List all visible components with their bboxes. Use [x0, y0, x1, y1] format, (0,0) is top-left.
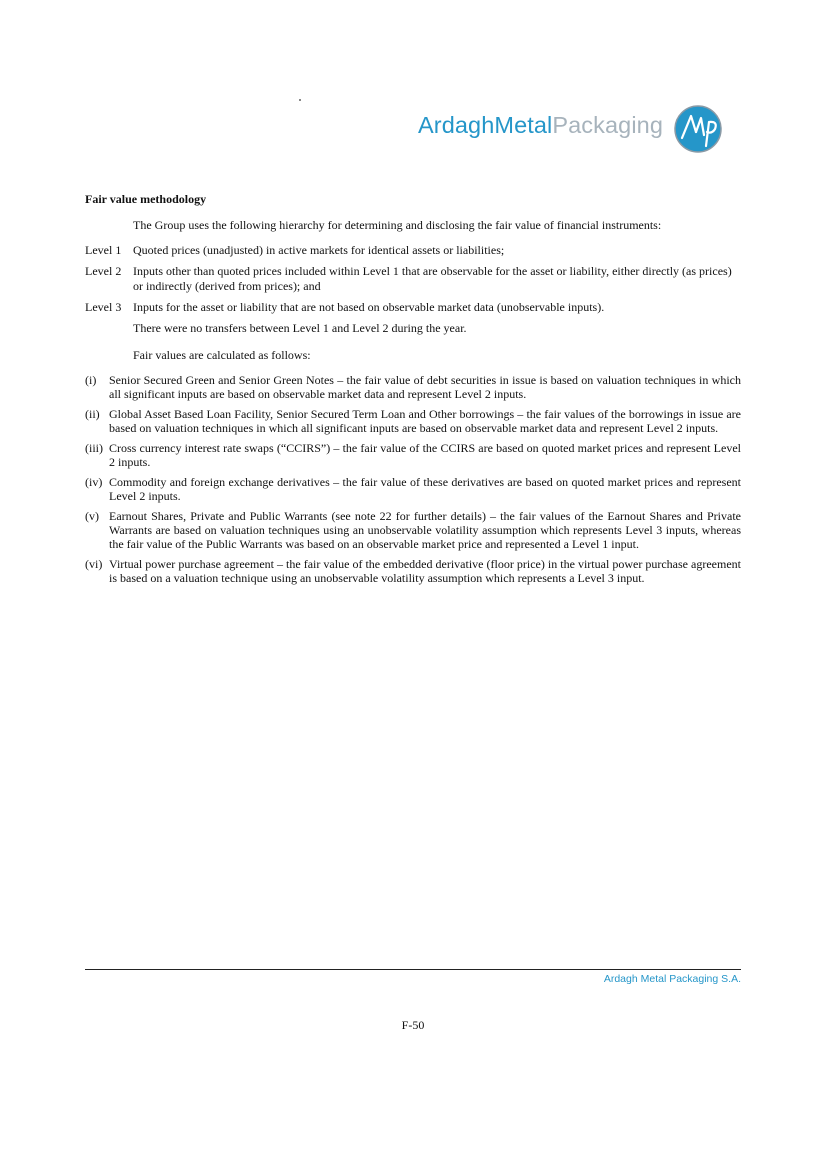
level-row — [85, 264, 741, 294]
footer-divider — [85, 969, 741, 970]
stray-dot — [299, 99, 301, 101]
level-label: Level 1 — [85, 243, 122, 257]
level-text: Quoted prices (unadjusted) in active markets for identical assets or liabilities; — [133, 243, 505, 257]
list-item — [85, 407, 741, 435]
amp-logo-icon — [674, 105, 722, 153]
page-number: F-50 — [401, 1018, 425, 1032]
level-text: Inputs for the asset or liability that are not based on observable market data (unobservable inputs). — [133, 300, 605, 314]
item-text: Earnout Shares, Private and Public Warrants (see note 22 for further details) – the fair values of the Earnout Shares and Private Warrants are based on valuation techniques using an unobservable volatility assumption which represents Level 3 inputs, whereas the fair value of the Public Warrants was based on an observable market price and represented a Level 1 input. — [109, 509, 741, 551]
company-logo — [418, 105, 723, 153]
item-number: (i) — [85, 373, 97, 387]
item-number: (vi) — [85, 557, 103, 571]
item-text: Senior Secured Green and Senior Green Notes – the fair value of debt securities in issue is based on valuation techniques in which all significant inputs are based on observable market data and represent Level 2 inputs. — [109, 373, 741, 401]
item-number: (iii) — [85, 441, 103, 455]
list-item — [85, 509, 741, 551]
list-item — [85, 373, 741, 401]
list-item — [85, 441, 741, 469]
section-title: Fair value methodology — [85, 192, 207, 206]
no-transfers-paragraph: There were no transfers between Level 1 and Level 2 during the year. — [133, 321, 467, 335]
intro-paragraph: The Group uses the following hierarchy for determining and disclosing the fair value of financial instruments: — [133, 218, 662, 232]
list-item — [85, 475, 741, 503]
item-text: Cross currency interest rate swaps (“CCIRS”) – the fair value of the CCIRS are based on quoted market prices and represent Level 2 inputs. — [109, 441, 741, 469]
logo-word-ardagh: Ardagh — [418, 112, 495, 138]
document-body — [85, 192, 741, 591]
logo-wordmark — [418, 112, 663, 139]
footer-company-name: Ardagh Metal Packaging S.A. — [603, 973, 741, 985]
item-text: Commodity and foreign exchange derivatives – the fair value of these derivatives are based on quoted market prices and represent Level 2 inputs. — [109, 475, 741, 503]
logo-word-packaging: Packaging — [552, 112, 664, 138]
level-text: Inputs other than quoted prices included within Level 1 that are observable for the asset or liability, either directly (as prices) or indirectly (derived from prices); and — [133, 264, 732, 293]
item-text: Global Asset Based Loan Facility, Senior Secured Term Loan and Other borrowings – the fair values of the borrowings in issue are based on valuation techniques in which all significant inputs are based on observable market data and represent Level 2 inputs. — [109, 407, 741, 435]
list-item — [85, 557, 741, 585]
logo-word-metal: Metal — [494, 112, 553, 138]
level-label: Level 2 — [85, 264, 122, 278]
item-number: (ii) — [85, 407, 100, 421]
calc-intro-paragraph: Fair values are calculated as follows: — [133, 348, 311, 362]
item-number: (v) — [85, 509, 99, 523]
item-number: (iv) — [85, 475, 103, 489]
item-text: Virtual power purchase agreement – the fair value of the embedded derivative (floor price) in the virtual power purchase agreement is based on a valuation technique using an unobservable volatility assumption which represents a Level 3 input. — [109, 557, 741, 585]
level-row — [85, 300, 741, 315]
level-label: Level 3 — [85, 300, 122, 314]
level-row — [85, 243, 741, 258]
